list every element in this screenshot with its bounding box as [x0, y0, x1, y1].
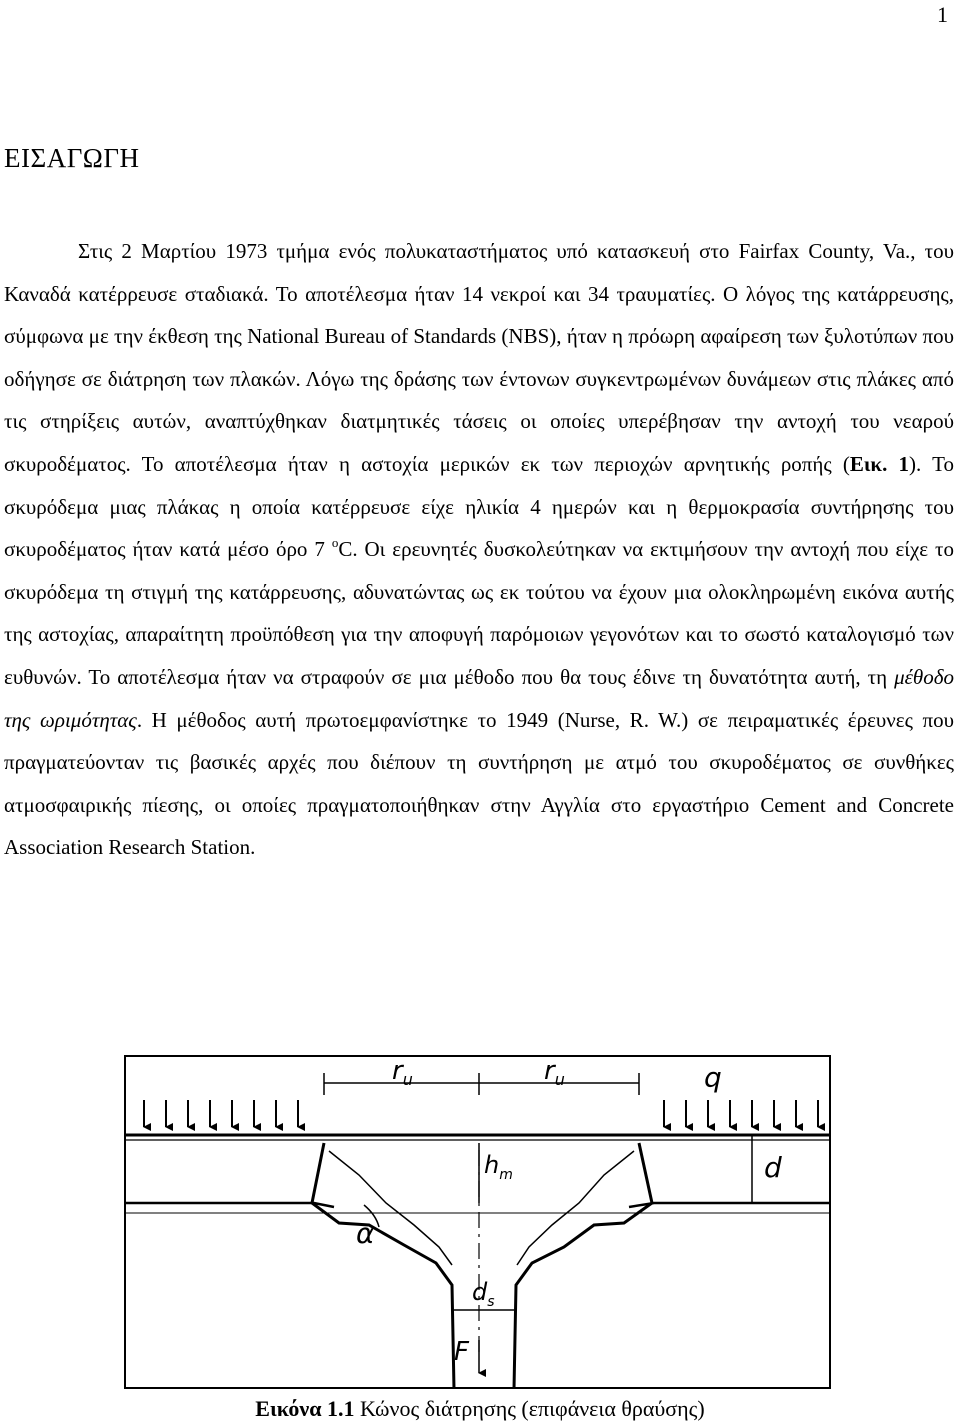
distributed-load-arrows — [144, 1100, 818, 1127]
dimension-lines — [324, 1073, 762, 1373]
figure-reference: Εικ. 1 — [849, 451, 910, 476]
slab — [126, 1135, 829, 1213]
page-number: 1 — [937, 2, 948, 27]
text-run: Στις 2 Μαρτίου 1973 τμήμα ενός πολυκαταστήματος υπό κατασκευή στο Fairfax County, Va., του Καναδά κατέρρευσε σταδιακά. Το αποτέλεσμα ήταν 14 νεκροί και 34 τραυματίες. Ο λόγος της κατάρρευσης, σύμφωνα με την έκθεση της National Bureau of Standards (NBS), ήταν η πρόωρη αφαίρεση των ξυλοτύπων που οδήγησε σε διάτρηση των πλακών. Λόγω της δράσης των έντονων συγκεντρωμένων δυνάμεων στις πλάκες από τις στηρίξεις αυτών, αναπτύχθηκαν διατμητικές τάσεις οι οποίες υπερέβησαν την αντοχή του νεαρού σκυροδέματος. Το αποτέλεσμα ήταν η αστοχία μερικών εκ των περιοχών αρνητικής ροπής ( — [4, 239, 954, 476]
punching-cone — [312, 1143, 652, 1389]
d-s-label: $d_s$ — [472, 1278, 495, 1310]
text-run: ). Το σκυρόδεμα μιας πλάκας η οποία κατέρρευσε είχε ηλικία 4 ημερών και η θερμοκρασία συντήρησης του σκυροδέματος ήταν κατά μέσο όρο 7 — [4, 451, 954, 562]
alpha-label: α — [356, 1217, 375, 1250]
body-paragraph — [4, 230, 954, 869]
italic-term: μέθοδο της ωριμότητας — [4, 664, 954, 732]
text-run: . Η μέθοδος αυτή πρωτοεμφανίστηκε το 1949 (Nurse, R. W.) σε πειραματικές έρευνες που πραγματεύονταν τις βασικές αρχές που διέπουν τη συντήρηση με ατμό του σκυροδέματος σε συνθήκες ατμοσφαιρικής πίεσης, οι οποίες πραγματοποιήθηκαν στην Αγγλία στο εργαστήριο Cement and Concrete Association Research Station. — [4, 707, 954, 860]
caption-label: Εικόνα 1.1 — [255, 1396, 355, 1421]
punching-cone-figure — [124, 1055, 831, 1389]
f-label: F — [454, 1337, 469, 1367]
text-run: C. Οι ερευνητές δυσκολεύτηκαν να εκτιμήσουν την αντοχή που είχε το σκυρόδεμα τη στιγμή της κατάρρευσης, αδυνατώντας ως εκ τούτου να έχουν μια ολοκληρωμένη εικόνα αυτής της αστοχίας, απαραίτητη προϋπόθεση για την αποφυγή παρόμοιων γεγονότων και το σωστό καταλογισμό των ευθυνών. Το αποτέλεσμα ήταν να στραφούν σε μια μέθοδο που θα τους έδινε τη δυνατότητα αυτή, τη — [4, 537, 954, 689]
q-label: q — [704, 1061, 722, 1094]
figure-border — [125, 1056, 830, 1388]
r-u-left-label: $r_u$ — [392, 1056, 413, 1089]
r-u-right-label: $r_u$ — [544, 1056, 565, 1089]
h-m-label: $h_m$ — [484, 1151, 513, 1183]
figure-caption — [0, 1396, 960, 1422]
section-heading: ΕΙΣΑΓΩΓΗ — [4, 143, 140, 173]
d-label: d — [764, 1151, 782, 1184]
caption-text: Κώνος διάτρησης (επιφάνεια θραύσης) — [354, 1396, 705, 1421]
degree-superscript: o — [331, 535, 339, 551]
